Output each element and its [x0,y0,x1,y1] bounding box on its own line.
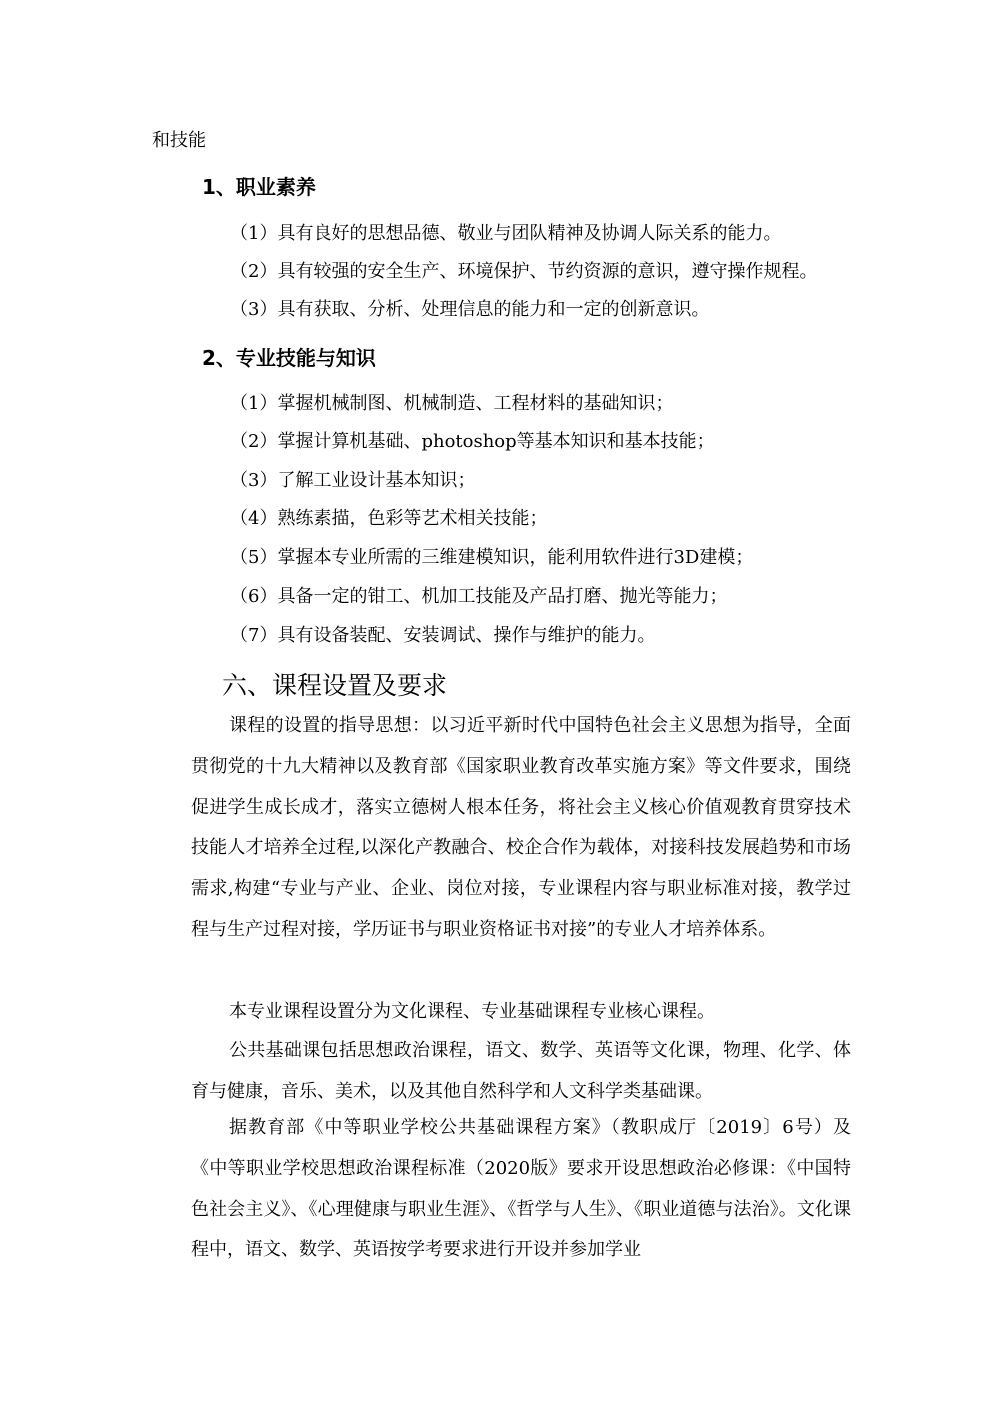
list-item: （5）掌握本专业所需的三维建模知识，能利用软件进行3D建模； [230,547,754,568]
section-heading-skills-knowledge: 2、专业技能与知识 [202,346,376,370]
list-item: （1）掌握机械制图、机械制造、工程材料的基础知识； [230,393,674,414]
paragraph-ministry-requirements: 据教育部《中等职业学校公共基础课程方案》（教职成厅〔2019〕6号）及《中等职业学校思想政治课程标准（2020版》要求开设思想政治必修课：《中国特色社会主义》、《心理健康与职业生涯》、《哲学与人生》、《职业道德与法治》。文化课程中，语文、数学、英语按学考要求进行开设并参加学业 [191,1117,851,1261]
list-item: （6）具备一定的钳工、机加工技能及产品打磨、抛光等能力； [230,586,728,607]
section-heading-professional-quality: 1、职业素养 [202,175,316,199]
list-item: （2）掌握计算机基础、photoshop等基本知识和基本技能； [230,431,715,452]
list-item: （7）具有设备装配、安装调试、操作与维护的能力。 [230,625,656,646]
list-item: （4）熟练素描，色彩等艺术相关技能； [230,508,548,529]
continued-text-fragment: 和技能 [152,130,206,151]
paragraph-public-basic-courses: 公共基础课包括思想政治课程，语文、数学、英语等文化课，物理、化学、体育与健康，音乐、美术，以及其他自然科学和人文科学类基础课。 [191,1040,851,1102]
list-item: （3）了解工业设计基本知识； [230,470,476,491]
paragraph-course-structure: 本专业课程设置分为文化课程、专业基础课程专业核心课程。 [229,1001,715,1022]
chapter-heading-curriculum: 六、课程设置及要求 [222,671,448,700]
paragraph-guiding-ideology: 课程的设置的指导思想：以习近平新时代中国特色社会主义思想为指导，全面贯彻党的十九大精神以及教育部《国家职业教育改革实施方案》等文件要求，围绕促进学生成长成才，落实立德树人根本任务，将社会主义核心价值观教育贯穿技术技能人才培养全过程,以深化产教融合、校企合作为载体，对接科技发展趋势和市场需求,构建“专业与产业、企业、岗位对接，专业课程内容与职业标准对接，教学过程与生产过程对接，学历证书与职业资格证书对接”的专业人才培养体系。 [191,715,851,940]
list-item: （3）具有获取、分析、处理信息的能力和一定的创新意识。 [230,299,710,320]
list-item: （1）具有良好的思想品德、敬业与团队精神及协调人际关系的能力。 [230,223,782,244]
list-item: （2）具有较强的安全生产、环境保护、节约资源的意识，遵守操作规程。 [230,261,818,282]
